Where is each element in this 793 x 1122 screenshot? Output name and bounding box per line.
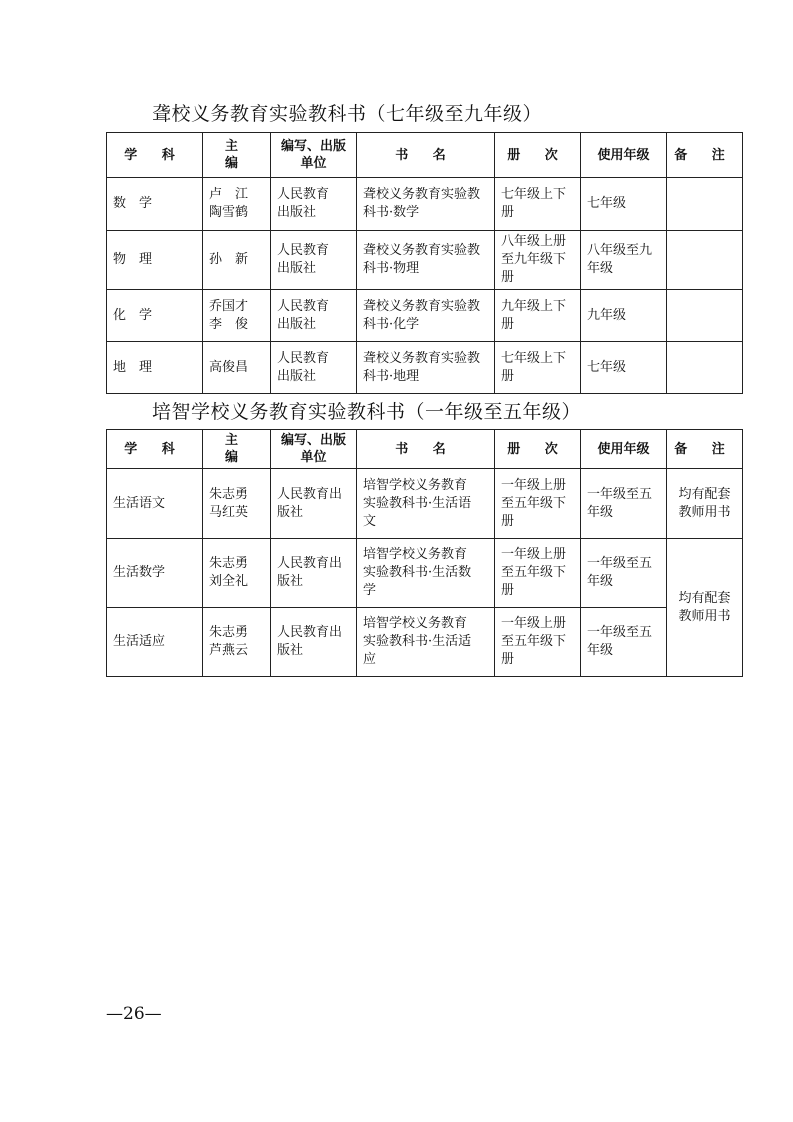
- cell-grade: 一年级至五 年级: [581, 539, 667, 608]
- table-row: [107, 231, 743, 290]
- page-number: —26—: [106, 1004, 162, 1024]
- cell-editor: 孙 新: [203, 231, 271, 290]
- table-header-row: [107, 430, 743, 469]
- cell-grade: 八年级至九 年级: [581, 231, 667, 290]
- cell-grade: 七年级: [581, 342, 667, 394]
- cell-book-name: 聋校义务教育实验教 科书·化学: [357, 290, 495, 342]
- cell-book-name: 培智学校义务教育 实验教科书·生活语 文: [357, 469, 495, 539]
- cell-editor: 朱志勇 芦燕云: [203, 608, 271, 677]
- header-book-name: 书 名: [357, 133, 495, 178]
- cell-publisher: 人民教育出 版社: [271, 469, 357, 539]
- header-subject: 学 科: [107, 430, 203, 469]
- cell-volume: 一年级上册 至五年级下 册: [495, 539, 581, 608]
- table-row: [107, 178, 743, 231]
- cell-remark: 均有配套 教师用书: [667, 539, 743, 677]
- cell-book-name: 培智学校义务教育 实验教科书·生活数 学: [357, 539, 495, 608]
- cell-grade: 七年级: [581, 178, 667, 231]
- cell-volume: 八年级上册 至九年级下 册: [495, 231, 581, 290]
- cell-editor: 卢 江 陶雪鹤: [203, 178, 271, 231]
- header-volume: 册 次: [495, 430, 581, 469]
- table-header-row: [107, 133, 743, 178]
- cell-book-name: 培智学校义务教育 实验教科书·生活适 应: [357, 608, 495, 677]
- cell-editor: 朱志勇 刘全礼: [203, 539, 271, 608]
- cell-editor: 乔国才 李 俊: [203, 290, 271, 342]
- table-row: [107, 290, 743, 342]
- cell-volume: 七年级上下 册: [495, 178, 581, 231]
- header-editor: 主 编: [203, 430, 271, 469]
- header-book-name: 书 名: [357, 430, 495, 469]
- cell-remark: [667, 178, 743, 231]
- cell-publisher: 人民教育 出版社: [271, 290, 357, 342]
- cell-editor: 朱志勇 马红英: [203, 469, 271, 539]
- cell-subject: 化 学: [107, 290, 203, 342]
- cell-grade: 九年级: [581, 290, 667, 342]
- cell-volume: 九年级上下 册: [495, 290, 581, 342]
- cell-remark: 均有配套 教师用书: [667, 469, 743, 539]
- cell-subject: 生活语文: [107, 469, 203, 539]
- header-remark: 备 注: [667, 133, 743, 178]
- header-volume: 册 次: [495, 133, 581, 178]
- header-editor: 主 编: [203, 133, 271, 178]
- textbook-table-deaf-school: [106, 132, 743, 394]
- cell-publisher: 人民教育出 版社: [271, 608, 357, 677]
- cell-book-name: 聋校义务教育实验教 科书·地理: [357, 342, 495, 394]
- table-row: [107, 539, 743, 608]
- cell-subject: 地 理: [107, 342, 203, 394]
- cell-publisher: 人民教育 出版社: [271, 178, 357, 231]
- header-grade: 使用年级: [581, 430, 667, 469]
- table-row: [107, 608, 743, 677]
- cell-volume: 七年级上下 册: [495, 342, 581, 394]
- table-row: [107, 469, 743, 539]
- table-row: [107, 342, 743, 394]
- textbook-table-special-school: [106, 429, 743, 677]
- cell-volume: 一年级上册 至五年级下 册: [495, 469, 581, 539]
- cell-editor: 高俊昌: [203, 342, 271, 394]
- cell-subject: 数 学: [107, 178, 203, 231]
- cell-subject: 物 理: [107, 231, 203, 290]
- section-title-deaf-school: 聋校义务教育实验教科书（七年级至九年级）: [152, 103, 543, 125]
- header-subject: 学 科: [107, 133, 203, 178]
- cell-book-name: 聋校义务教育实验教 科书·数学: [357, 178, 495, 231]
- cell-book-name: 聋校义务教育实验教 科书·物理: [357, 231, 495, 290]
- header-publisher: 编写、出版 单位: [271, 430, 357, 469]
- cell-subject: 生活适应: [107, 608, 203, 677]
- cell-remark: [667, 231, 743, 290]
- cell-grade: 一年级至五 年级: [581, 469, 667, 539]
- header-remark: 备 注: [667, 430, 743, 469]
- cell-volume: 一年级上册 至五年级下 册: [495, 608, 581, 677]
- cell-publisher: 人民教育 出版社: [271, 342, 357, 394]
- cell-grade: 一年级至五 年级: [581, 608, 667, 677]
- cell-subject: 生活数学: [107, 539, 203, 608]
- header-grade: 使用年级: [581, 133, 667, 178]
- header-publisher: 编写、出版 单位: [271, 133, 357, 178]
- cell-remark: [667, 290, 743, 342]
- cell-publisher: 人民教育 出版社: [271, 231, 357, 290]
- cell-remark: [667, 342, 743, 394]
- section-title-special-school: 培智学校义务教育实验教科书（一年级至五年级）: [152, 401, 582, 423]
- cell-publisher: 人民教育出 版社: [271, 539, 357, 608]
